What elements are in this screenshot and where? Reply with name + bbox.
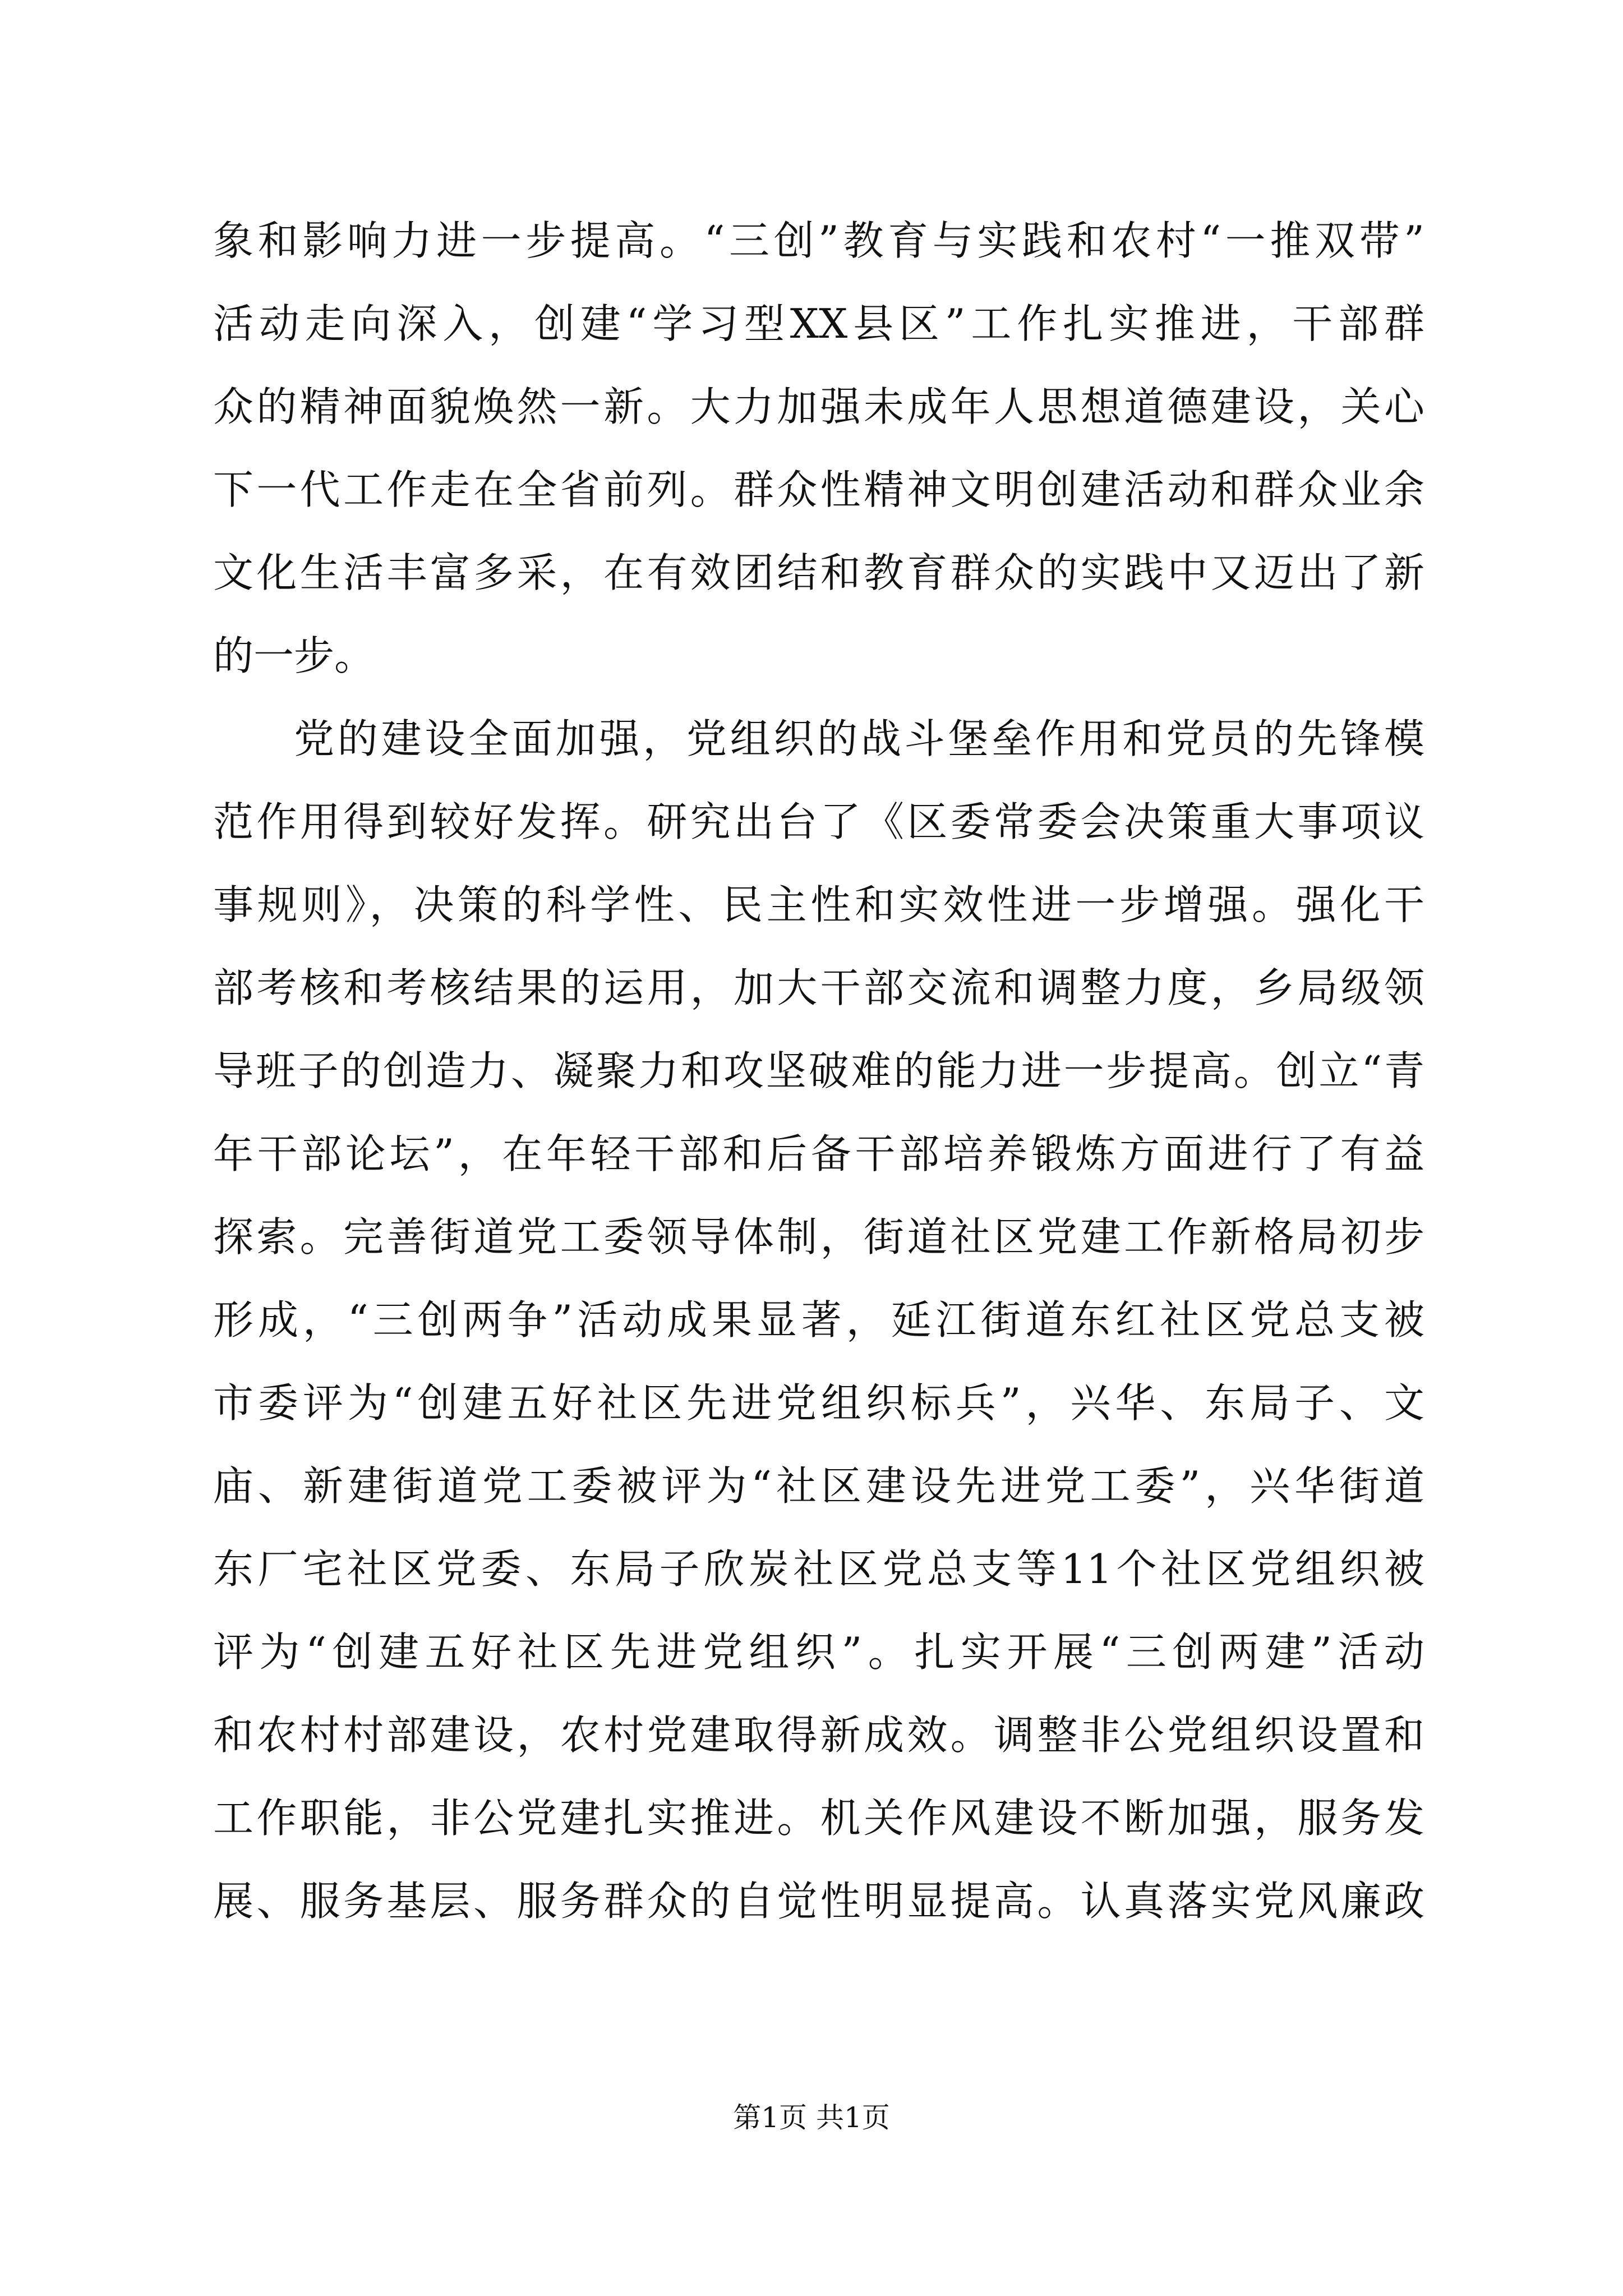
- text-line: 的一步。: [213, 632, 375, 679]
- text-line: 党的建设全面加强，党组织的战斗堡垒作用和党员的先锋模: [294, 715, 1424, 762]
- text-line: 活动走向深入，创建“学习型XX县区”工作扎实推进，干部群: [213, 300, 1424, 347]
- text-line: 下一代工作走在全省前列。群众性精神文明创建活动和群众业余: [213, 466, 1424, 513]
- text-line: 年干部论坛”，在年轻干部和后备干部培养锻炼方面进行了有益: [213, 1130, 1424, 1177]
- text-line: 工作职能，非公党建扎实推进。机关作风建设不断加强，服务发: [213, 1795, 1424, 1842]
- text-line: 导班子的创造力、凝聚力和攻坚破难的能力进一步提高。创立“青: [213, 1047, 1424, 1094]
- page-footer: 第1页 共1页: [733, 2101, 890, 2134]
- text-line: 文化生活丰富多采，在有效团结和教育群众的实践中又迈出了新: [213, 549, 1424, 596]
- text-line: 庙、新建街道党工委被评为“社区建设先进党工委”，兴华街道: [213, 1462, 1424, 1510]
- text-line: 事规则》，决策的科学性、民主性和实效性进一步增强。强化干: [213, 881, 1424, 928]
- text-line: 市委评为“创建五好社区先进党组织标兵”，兴华、东局子、文: [213, 1379, 1424, 1427]
- text-line: 探索。完善街道党工委领导体制，街道社区党建工作新格局初步: [213, 1213, 1424, 1260]
- paragraph-1: [213, 199, 1424, 697]
- text-line: 评为“创建五好社区先进党组织”。扎实开展“三创两建”活动: [213, 1628, 1424, 1676]
- text-line: 东厂宅社区党委、东局子欣炭社区党总支等11个社区党组织被: [213, 1545, 1424, 1593]
- text-line: 众的精神面貌焕然一新。大力加强未成年人思想道德建设，关心: [213, 383, 1424, 430]
- text-line: 范作用得到较好发挥。研究出台了《区委常委会决策重大事项议: [213, 798, 1424, 845]
- text-line: 部考核和考核结果的运用，加大干部交流和调整力度，乡局级领: [213, 964, 1424, 1011]
- body-text: [213, 199, 1424, 1943]
- text-line: 形成，“三创两争”活动成果显著，延江街道东红社区党总支被: [213, 1296, 1424, 1343]
- text-line: 象和影响力进一步提高。“三创”教育与实践和农村“一推双带”: [213, 217, 1424, 264]
- text-line: 展、服务基层、服务群众的自觉性明显提高。认真落实党风廉政: [213, 1878, 1424, 1925]
- text-line: 和农村村部建设，农村党建取得新成效。调整非公党组织设置和: [213, 1711, 1424, 1759]
- paragraph-2: [213, 697, 1424, 1943]
